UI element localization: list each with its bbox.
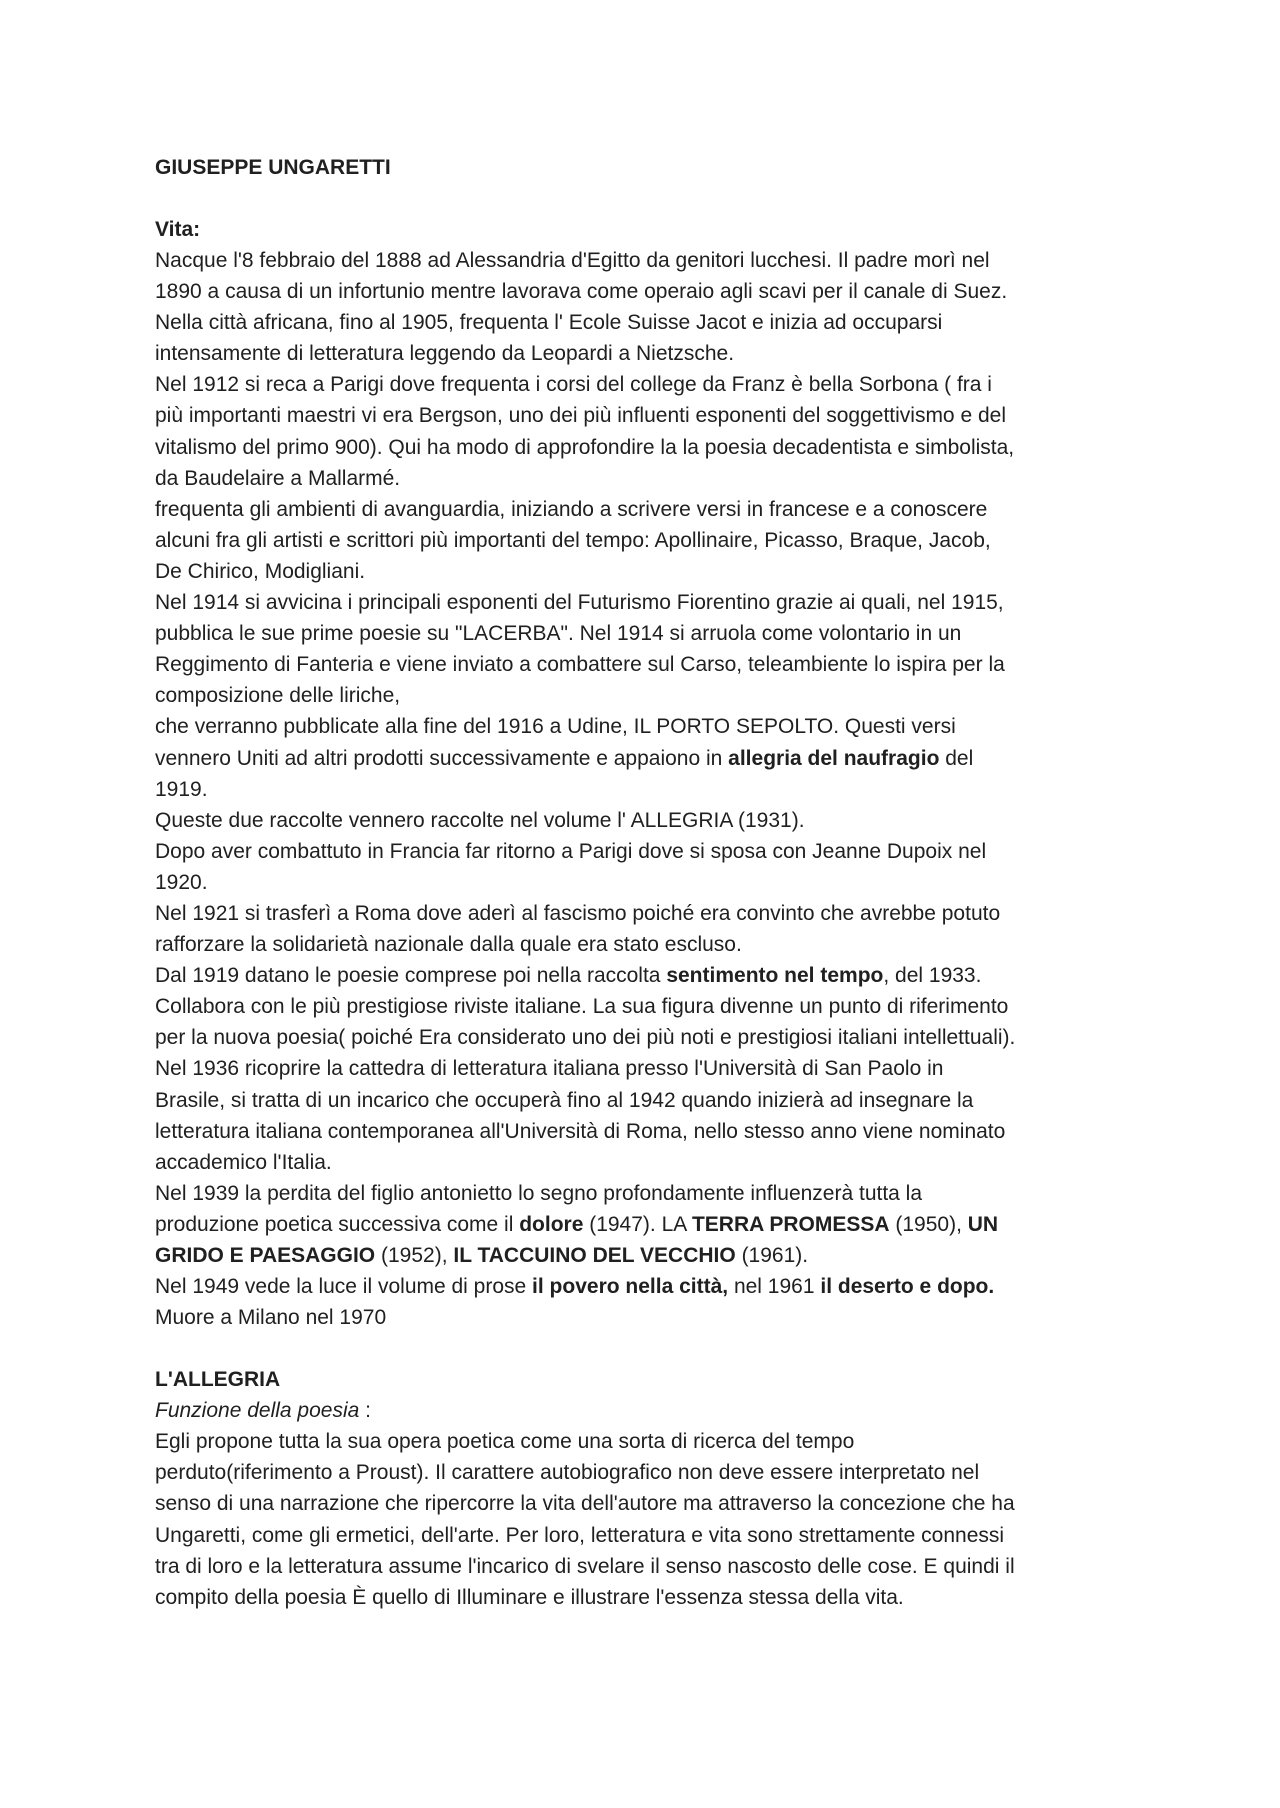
text-segment: Ungaretti, come gli ermetici, dell'arte. Per loro, letteratura e vita sono strettamente connessi [155,1523,1005,1547]
bold-text: TERRA PROMESSA [691,1212,890,1236]
text-line [155,680,1155,711]
text-line [155,1302,1155,1333]
text-segment: compito della poesia È quello di Illuminare e illustrare l'essenza stessa della vita. [155,1585,904,1609]
text-line [155,1426,1155,1457]
text-line [155,1147,1155,1178]
blank-line [155,1333,1155,1364]
text-segment: frequenta gli ambienti di avanguardia, iniziando a scrivere versi in francese e a conoscere [155,497,988,521]
text-line [155,805,1155,836]
bold-text: IL TACCUINO DEL VECCHIO [453,1244,736,1267]
text-line [155,307,1155,338]
text-segment: produzione poetica successiva come il [155,1212,520,1236]
text-line [155,245,1155,276]
text-segment: che verranno pubblicate alla fine del 1916 a Udine, IL PORTO SEPOLTO. Questi versi [155,715,956,739]
text-segment: Muore a Milano nel 1970 [155,1306,387,1330]
text-segment: (1950), [889,1212,968,1236]
text-segment: De Chirico, Modigliani. [155,559,366,583]
section-vita-body [155,245,1155,1333]
text-segment: Collabora con le più prestigiose riviste italiane. La sua figura divenne un punto di riferimento [155,995,1009,1019]
text-segment: (1952), [375,1244,454,1267]
text-line [155,1178,1155,1209]
text-line [155,400,1155,431]
section-heading-allegria: L'ALLEGRIA [155,1368,281,1392]
text-line [155,463,1155,494]
text-segment: Nel 1912 si reca a Parigi dove frequenta i corsi del college da Franz è bella Sorbona ( fra i [155,373,992,397]
text-line [155,1116,1155,1147]
text-line [155,432,1155,463]
blank-line [155,183,1155,214]
text-segment: Dopo aver combattuto in Francia far ritorno a Parigi dove si sposa con Jeanne Dupoix nel [155,839,987,863]
text-segment: vitalismo del primo 900). Qui ha modo di approfondire la la poesia decadentista e simbolista, [155,435,1015,459]
text-line [155,711,1155,742]
text-line [155,1520,1155,1551]
text-line [155,1022,1155,1053]
text-segment: da Baudelaire a Mallarmé. [155,466,401,490]
text-segment: Nel 1936 ricoprire la cattedra di letteratura italiana presso l'Università di San Paolo in [155,1057,944,1081]
text-segment: (1961). [735,1244,809,1267]
bold-text: GRIDO E PAESAGGIO [155,1244,376,1267]
text-line [155,1085,1155,1116]
text-segment: alcuni fra gli artisti e scrittori più importanti del tempo: Apollinaire, Picasso, Braque, Jacob, [155,528,991,552]
text-segment: tra di loro e la letteratura assume l'incarico di svelare il senso nascosto delle cose. E quindi il [155,1554,1015,1578]
text-segment: per la nuova poesia( poiché Era considerato uno dei più noti e prestigiosi italiani intellettuali). [155,1026,1016,1050]
text-line [155,369,1155,400]
text-segment: (1947). LA [583,1212,692,1236]
text-segment: Nella città africana, fino al 1905, frequenta l' Ecole Suisse Jacot e inizia ad occuparsi [155,311,943,335]
bold-text: il deserto e dopo. [820,1275,995,1299]
text-segment: letteratura italiana contemporanea all'Università di Roma, nello stesso anno viene nominato [155,1119,1006,1143]
text-line [155,929,1155,960]
text-segment: perduto(riferimento a Proust). Il carattere autobiografico non deve essere interpretato nel [155,1461,980,1485]
text-line [155,867,1155,898]
text-line [155,276,1155,307]
section-heading-vita: Vita: [155,218,201,241]
text-segment: Nel 1939 la perdita del figlio antonietto lo segno profondamente influenzerà tutta la [155,1181,923,1205]
text-line [155,1582,1155,1613]
text-line [155,1457,1155,1488]
text-line [155,774,1155,805]
text-line [155,1209,1155,1240]
text-line [155,898,1155,929]
text-line [155,991,1155,1022]
text-segment: Nacque l'8 febbraio del 1888 ad Alessandria d'Egitto da genitori lucchesi. Il padre morì nel [155,249,990,272]
text-segment: più importanti maestri vi era Bergson, uno dei più influenti esponenti del soggettivismo e del [155,404,1006,428]
bold-text: UN [967,1212,999,1236]
text-segment: 1920. [155,870,208,894]
text-line [155,587,1155,618]
subheading-suffix: : [359,1399,371,1423]
text-segment: del [939,746,974,770]
text-line [155,525,1155,556]
bold-text: allegria del naufragio [728,746,940,770]
bold-text: dolore [519,1212,584,1236]
text-line [155,618,1155,649]
text-line [155,494,1155,525]
text-line [155,1053,1155,1084]
text-segment: Nel 1914 si avvicina i principali esponenti del Futurismo Fiorentino grazie ai quali, nel 1915, [155,591,1004,615]
text-segment: nel 1961 [728,1275,821,1299]
text-line [155,836,1155,867]
text-segment: Brasile, si tratta di un incarico che occuperà fino al 1942 quando inizierà ad insegnare la [155,1088,974,1112]
text-segment: Nel 1921 si trasferì a Roma dove aderì al fascismo poiché era convinto che avrebbe potuto [155,901,1001,925]
subsection-heading [155,1395,1155,1426]
text-segment: senso di una narrazione che ripercorre la vita dell'autore ma attraverso la concezione che ha [155,1492,1015,1516]
text-segment: Nel 1949 vede la luce il volume di prose [155,1275,533,1299]
text-line [155,960,1155,991]
text-line [155,649,1155,680]
text-segment: pubblica le sue prime poesie su "LACERBA". Nel 1914 si arruola come volontario in un [155,622,962,646]
text-line [155,1488,1155,1519]
bold-text: sentimento nel tempo [666,964,884,988]
text-line [155,1271,1155,1302]
text-segment: 1919. [155,777,208,801]
text-segment: Egli propone tutta la sua opera poetica come una sorta di ricerca del tempo [155,1430,855,1454]
text-segment: 1890 a causa di un infortunio mentre lavorava come operaio agli scavi per il canale di Suez. [155,280,1008,304]
bold-text: il povero nella città, [532,1275,729,1299]
text-segment: vennero Uniti ad altri prodotti successivamente e appaiono in [155,746,729,770]
text-segment: Dal 1919 datano le poesie comprese poi nella raccolta [155,964,667,988]
section-allegria-body [155,1426,1155,1613]
text-segment: Reggimento di Fanteria e viene inviato a combattere sul Carso, teleambiente lo ispira per la [155,653,1005,677]
text-line [155,743,1155,774]
text-line [155,1240,1155,1271]
text-segment: rafforzare la solidarietà nazionale dalla quale era stato escluso. [155,933,742,957]
text-segment: composizione delle liriche, [155,684,401,708]
text-segment: accademico l'Italia. [155,1150,332,1174]
text-segment: , del 1933. [883,964,982,988]
document-title: GIUSEPPE UNGARETTI [155,156,391,179]
text-line [155,1551,1155,1582]
text-segment: intensamente di letteratura leggendo da Leopardi a Nietzsche. [155,342,735,366]
text-segment: Queste due raccolte vennero raccolte nel volume l' ALLEGRIA (1931). [155,808,805,832]
text-line [155,338,1155,369]
document-page [155,152,1155,1613]
text-line [155,556,1155,587]
subheading-text: Funzione della poesia [155,1399,360,1423]
